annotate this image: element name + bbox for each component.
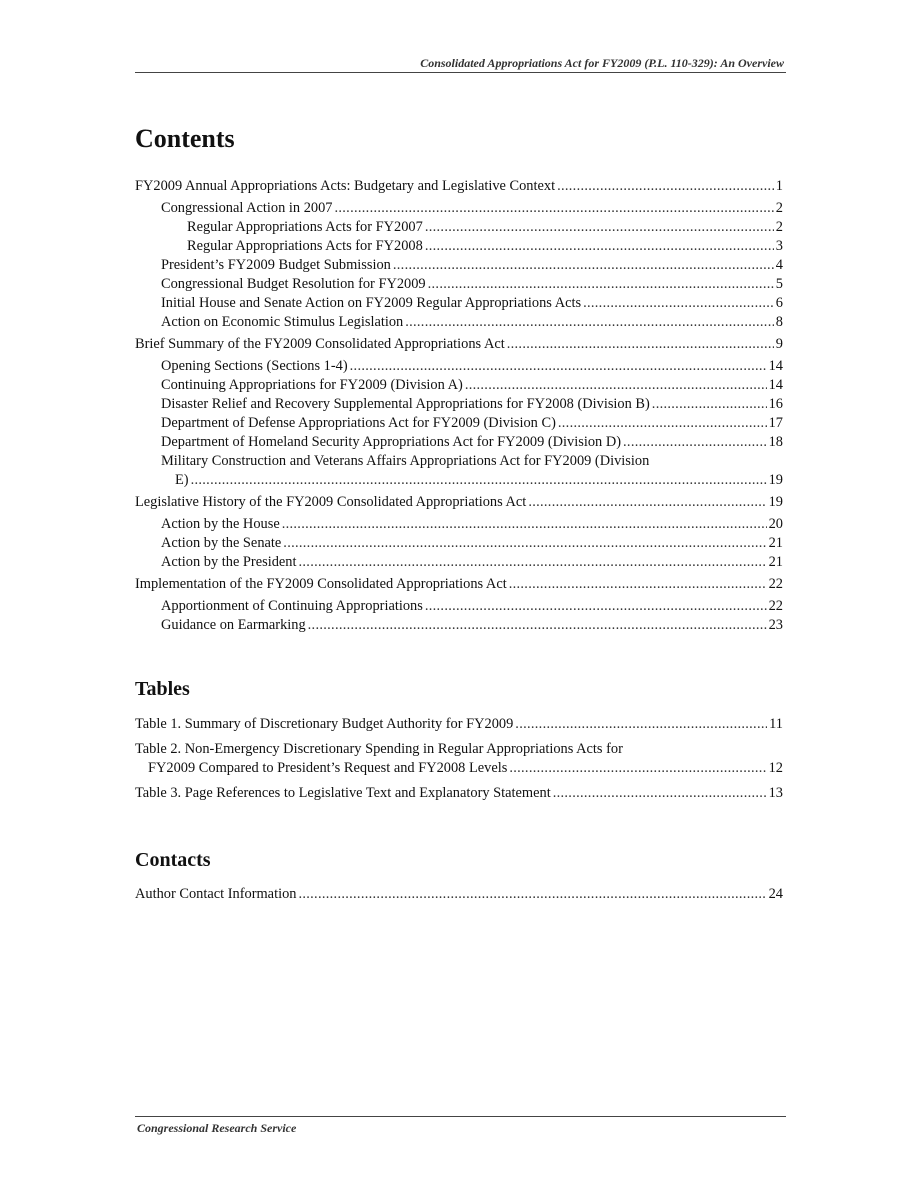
running-header: Consolidated Appropriations Act for FY2009 (P.L. 110-329): An Overview [420, 56, 784, 70]
running-footer: Congressional Research Service [137, 1121, 297, 1135]
table-entry[interactable]: Table 1. Summary of Discretionary Budget Authority for FY2009 ..... 11 [135, 715, 783, 734]
contents-list [135, 177, 783, 635]
toc-entry[interactable]: Regular Appropriations Acts for FY2007 ..... 2 [135, 218, 783, 237]
toc-entry[interactable]: Initial House and Senate Action on FY2009 Regular Appropriations Acts ..... 6 [135, 294, 783, 313]
header-divider [135, 72, 786, 73]
toc-entry[interactable]: Action by the Senate ..... 21 [135, 534, 783, 553]
toc-entry[interactable]: Guidance on Earmarking ..... 23 [135, 616, 783, 635]
toc-entry[interactable]: Military Construction and Veterans Affairs Appropriations Act for FY2009 (Division E) ..... 19 [135, 452, 783, 490]
footer-divider [135, 1116, 786, 1117]
toc-entry[interactable]: Department of Defense Appropriations Act for FY2009 (Division C) ..... 17 [135, 414, 783, 433]
contact-entry[interactable]: Author Contact Information ..... 24 [135, 885, 783, 904]
toc-entry[interactable]: Apportionment of Continuing Appropriations ..... 22 [135, 597, 783, 616]
toc-entry[interactable]: Department of Homeland Security Appropriations Act for FY2009 (Division D) ..... 18 [135, 433, 783, 452]
toc-entry[interactable]: Action by the President ..... 21 [135, 553, 783, 572]
toc-entry[interactable]: Opening Sections (Sections 1-4) ..... 14 [135, 357, 783, 376]
toc-entry[interactable]: Continuing Appropriations for FY2009 (Division A) ..... 14 [135, 376, 783, 395]
toc-entry[interactable]: Regular Appropriations Acts for FY2008 ..... 3 [135, 237, 783, 256]
toc-entry[interactable]: Disaster Relief and Recovery Supplemental Appropriations for FY2008 (Division B) ..... 16 [135, 395, 783, 414]
tables-list [135, 715, 783, 803]
toc-entry[interactable]: Action by the House ..... 20 [135, 515, 783, 534]
contacts-heading: Contacts [135, 849, 211, 871]
contacts-list [135, 885, 783, 904]
toc-entry[interactable]: Action on Economic Stimulus Legislation ..... 8 [135, 313, 783, 332]
contents-heading: Contents [135, 124, 235, 153]
table-entry[interactable]: Table 3. Page References to Legislative Text and Explanatory Statement ..... 13 [135, 784, 783, 803]
toc-entry[interactable]: Congressional Budget Resolution for FY2009 ..... 5 [135, 275, 783, 294]
toc-entry[interactable]: President’s FY2009 Budget Submission ..... 4 [135, 256, 783, 275]
table-entry[interactable]: Table 2. Non-Emergency Discretionary Spending in Regular Appropriations Acts for FY2009 Compared to President’s Request and FY2008 Levels ..... 12 [135, 740, 783, 778]
toc-entry[interactable]: Congressional Action in 2007 ..... 2 [135, 199, 783, 218]
tables-heading: Tables [135, 678, 190, 700]
toc-entry[interactable]: Legislative History of the FY2009 Consolidated Appropriations Act ..... 19 [135, 493, 783, 512]
toc-entry[interactable]: Brief Summary of the FY2009 Consolidated Appropriations Act ..... 9 [135, 335, 783, 354]
toc-entry[interactable]: FY2009 Annual Appropriations Acts: Budgetary and Legislative Context ..... 1 [135, 177, 783, 196]
toc-entry[interactable]: Implementation of the FY2009 Consolidated Appropriations Act ..... 22 [135, 575, 783, 594]
